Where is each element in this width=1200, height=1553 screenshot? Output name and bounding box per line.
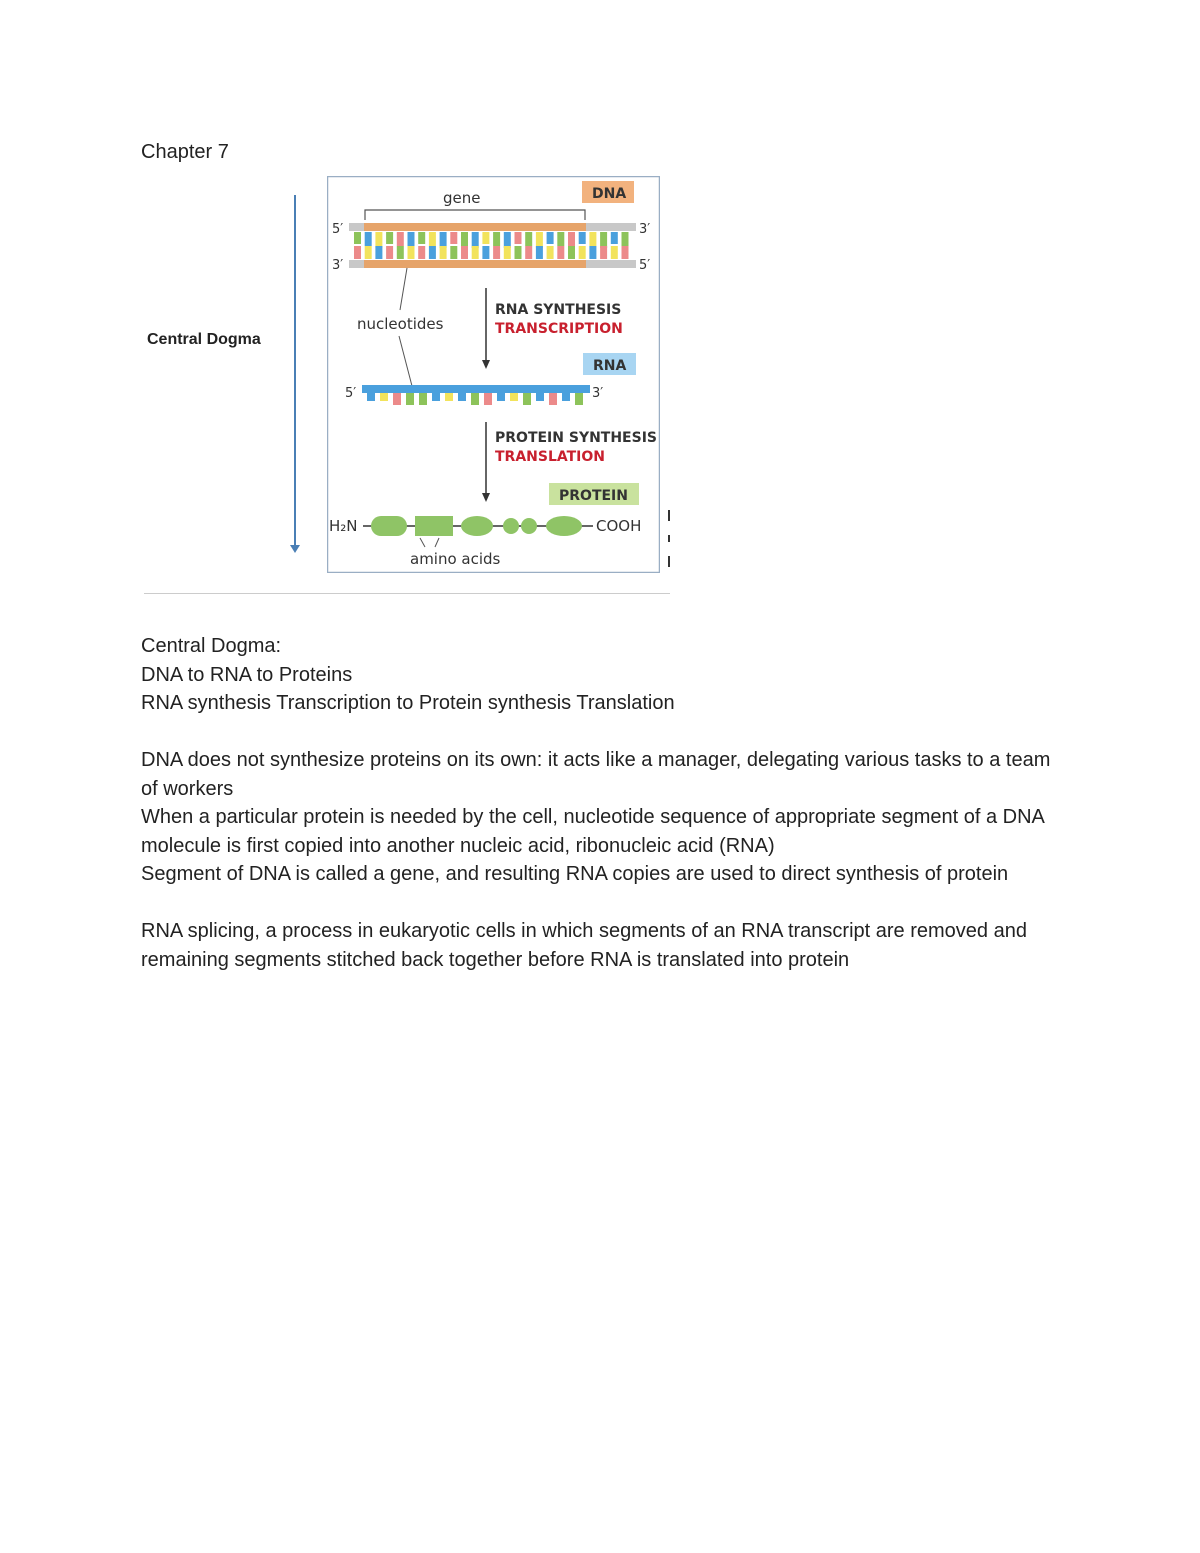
rna-base [393, 393, 401, 405]
dna-base-top [450, 232, 457, 244]
rna-base [458, 393, 466, 401]
rna-base [510, 393, 518, 401]
central-dogma-figure [327, 176, 660, 573]
notes-line-1: Central Dogma: [141, 635, 282, 657]
dna-base-top [579, 232, 586, 244]
dna-base-top [589, 232, 596, 246]
dna-base-top [375, 232, 382, 248]
rna-base [367, 393, 375, 401]
vertical-flow-arrow [294, 195, 296, 547]
dna-base-top [429, 232, 436, 246]
rna-base [497, 393, 505, 401]
gene-label: gene [443, 189, 481, 207]
rna-base [549, 393, 557, 405]
dna-base-bottom [418, 246, 425, 259]
dna-base-bottom [547, 246, 554, 259]
rna-synthesis-label: RNA SYNTHESIS [495, 302, 622, 318]
dna-top-strand-gene [364, 223, 586, 231]
dna-base-bottom [472, 246, 479, 259]
dna-base-bottom [461, 246, 468, 259]
notes-paragraph-1: DNA does not synthesize proteins on its own: it acts like a manager, delegating various tasks to a team of workers [141, 749, 1051, 800]
dna-base-bottom [365, 246, 372, 259]
rna-base [471, 393, 479, 405]
dna-bottom-strand-gene [364, 260, 586, 268]
dna-base-top [611, 232, 618, 244]
rna-base [445, 393, 453, 401]
dna-base-bottom [504, 246, 511, 259]
dna-base-top [461, 232, 468, 246]
dna-base-bottom [579, 246, 586, 259]
dna-5prime-top: 5′ [332, 222, 344, 237]
dna-base-bottom [525, 246, 532, 259]
translation-label: TRANSLATION [495, 449, 606, 465]
rna-tag: RNA [593, 358, 627, 374]
dna-base-top [397, 232, 404, 246]
dna-base-bottom [397, 246, 404, 259]
carboxyl-end-label: COOH [596, 517, 642, 535]
dna-3prime-top: 3′ [639, 222, 651, 237]
protein-synthesis-label: PROTEIN SYNTHESIS [495, 430, 657, 446]
dna-base-top [482, 232, 489, 244]
dna-base-top [354, 232, 361, 244]
dna-base-bottom [557, 246, 564, 259]
dna-base-bottom [536, 246, 543, 259]
dna-top-strand-left [349, 223, 364, 231]
transcription-label: TRANSCRIPTION [495, 321, 623, 337]
dna-base-bottom [354, 246, 361, 259]
amino-acid-3 [461, 516, 493, 536]
amino-acids-label: amino acids [410, 550, 501, 568]
dna-bottom-strand-right [586, 260, 636, 268]
dna-base-bottom [600, 246, 607, 259]
cropped-edge-marks [665, 508, 671, 568]
amino-acid-4 [503, 518, 519, 534]
dna-bottom-strand-left [349, 260, 364, 268]
dna-base-top [557, 232, 564, 246]
rna-base [523, 393, 531, 405]
rna-5prime: 5′ [345, 386, 357, 401]
dna-base-top [547, 232, 554, 244]
dna-base-top [600, 232, 607, 248]
protein-tag: PROTEIN [559, 488, 628, 504]
dna-base-top [525, 232, 532, 246]
chapter-heading: Chapter 7 [141, 141, 229, 163]
notes-paragraph-4: RNA splicing, a process in eukaryotic cells in which segments of an RNA transcript are removed and remaining segments stitched back together before RNA is translated into protein [141, 920, 1027, 971]
dna-base-bottom [482, 246, 489, 259]
amino-acid-2 [415, 516, 453, 536]
dna-base-bottom [429, 246, 436, 259]
dna-base-top [365, 232, 372, 246]
nucleotides-label: nucleotides [357, 315, 444, 333]
dna-top-strand-right [586, 223, 636, 231]
dna-base-bottom [440, 246, 447, 259]
dna-base-bottom [493, 246, 500, 259]
rna-base [484, 393, 492, 405]
notes-paragraph-3: Segment of DNA is called a gene, and resulting RNA copies are used to direct synthesis of protein [141, 863, 1009, 885]
amino-acid-5 [521, 518, 537, 534]
dna-base-bottom [408, 246, 415, 259]
dna-base-bottom [375, 246, 382, 259]
dna-base-top [568, 232, 575, 248]
notes-line-3: RNA synthesis Transcription to Protein synthesis Translation [141, 692, 675, 714]
dna-base-top [622, 232, 629, 246]
rna-base [562, 393, 570, 401]
rna-base [380, 393, 388, 401]
amino-end-label: H₂N [329, 517, 358, 535]
dna-base-bottom [568, 246, 575, 259]
rna-base [536, 393, 544, 401]
dna-3prime-bottom: 3′ [332, 258, 344, 273]
rna-base [406, 393, 414, 405]
dna-base-top [504, 232, 511, 248]
central-dogma-side-label: Central Dogma [147, 331, 261, 348]
dna-base-top [472, 232, 479, 248]
dna-base-top [536, 232, 543, 248]
dna-base-top [408, 232, 415, 248]
rna-base [419, 393, 427, 405]
dna-base-top [515, 232, 522, 244]
notes-paragraph-2: When a particular protein is needed by the cell, nucleotide sequence of appropriate segment of a DNA molecule is first copied into another nucleic acid, ribonucleic acid (RNA) [141, 806, 1044, 857]
notes-line-2: DNA to RNA to Proteins [141, 663, 353, 686]
dna-base-bottom [515, 246, 522, 259]
rna-bases [367, 393, 583, 405]
horizontal-divider [144, 593, 670, 594]
rna-3prime: 3′ [592, 386, 604, 401]
dna-base-top [440, 232, 447, 248]
dna-base-top [493, 232, 500, 246]
dna-base-bottom [386, 246, 393, 259]
dna-base-bottom [611, 246, 618, 259]
notes-body [141, 632, 1071, 974]
rna-base [575, 393, 583, 405]
dna-base-bottom [450, 246, 457, 259]
rna-base [432, 393, 440, 401]
dna-base-bottom [622, 246, 629, 259]
dna-base-top [386, 232, 393, 244]
dna-tag: DNA [592, 186, 627, 202]
rna-strand [362, 385, 590, 393]
dna-base-bottom [589, 246, 596, 259]
dna-5prime-bottom: 5′ [639, 258, 651, 273]
dna-base-top [418, 232, 425, 244]
amino-acid-6 [546, 516, 582, 536]
amino-acid-1 [371, 516, 407, 536]
vertical-flow-arrowhead [290, 545, 300, 553]
